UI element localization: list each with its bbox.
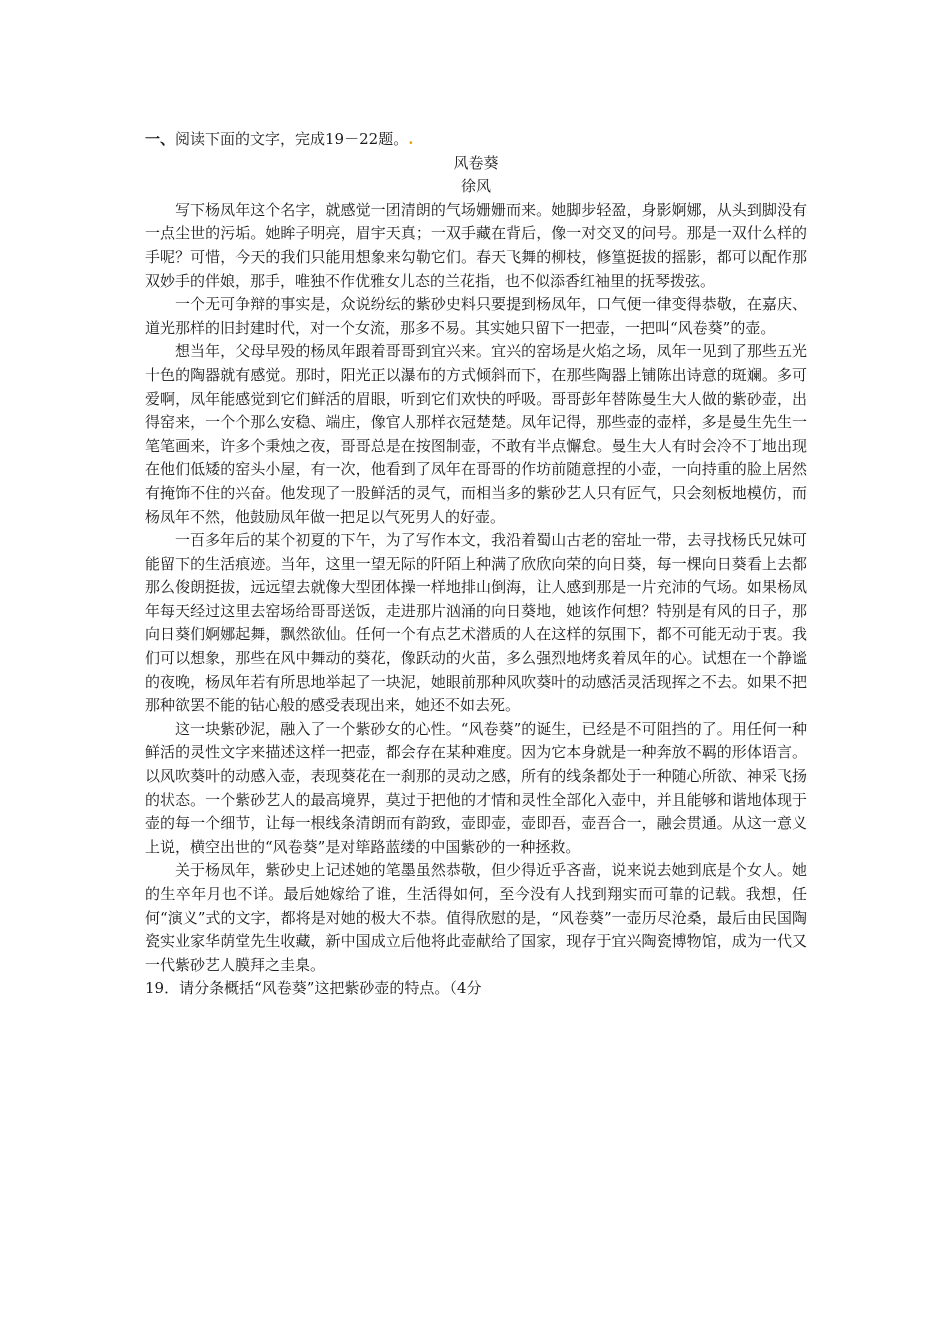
section-number: 一、 [145, 130, 176, 148]
orange-dot-mark: . [408, 130, 414, 148]
article-author: 徐风 [460, 177, 491, 196]
paragraph: 一百多年后的某个初夏的下午，为了写作本文，我沿着蜀山古老的窑址一带，去寻找杨氏兄妹可能留下的生活痕迹。当年，这里一望无际的阡陌上种满了欣欣向荣的向日葵，每一棵向日葵看上去都那么俊朗挺拔，远远望去就像大型团体操一样地排山倒海，让人感到那是一片充沛的气场。如果杨凤年每天经过这里去窑场给哥哥送饭，走进那片汹涌的向日葵地，她该作何想？特别是有风的日子，那向日葵们婀娜起舞，飘然欲仙。任何一个有点艺术潜质的人在这样的氛围下，都不可能无动于衷。我们可以想象，那些在风中舞动的葵花，像跃动的火苗，多么强烈地烤炙着凤年的心。试想在一个静谧的夜晚，杨凤年若有所思地举起了一块泥，她眼前那种风吹葵叶的动感活灵活现挥之不去。如果不把那种欲罢不能的钻心般的感受表现出来，她还不如去死。 [145, 531, 807, 715]
section-heading [145, 128, 807, 152]
paragraph: 关于杨凤年，紫砂史上记述她的笔墨虽然恭敬，但少得近乎吝啬，说来说去她到底是个女人。她的生卒年月也不详。最后她嫁给了谁，生活得如何，至今没有人找到翔实而可靠的记载。我想，任何“演义”式的文字，都将是对她的极大不恭。值得欣慰的是，“风卷葵”一壶历尽沧桑，最后由民国陶瓷实业家华荫堂先生收藏，新中国成立后他将此壶献给了国家，现存于宜兴陶瓷博物馆，成为一代又一代紫砂艺人膜拜之圭臬。 [145, 861, 807, 974]
article-title: 风卷葵 [453, 153, 499, 172]
paragraph: 想当年，父母早殁的杨凤年跟着哥哥到宜兴来。宜兴的窑场是火焰之场，凤年一见到了那些五光十色的陶器就有感觉。那时，阳光正以瀑布的方式倾斜而下，在那些陶器上铺陈出诗意的斑斓。多可爱啊，凤年能感觉到它们鲜活的眉眼，听到它们欢快的呼吸。哥哥彭年替陈曼生大人做的紫砂壶，出得窑来，一个个那么安稳、端庄，像官人那样衣冠楚楚。凤年记得，那些壶的壶样，多是曼生先生一笔笔画来，许多个秉烛之夜，哥哥总是在按图制壶，不敢有半点懈怠。曼生大人有时会冷不丁地出现在他们低矮的窑头小屋，有一次，他看到了凤年在哥哥的作坊前随意捏的小壶，一向持重的脸上居然有掩饰不住的兴奋。他发现了一股鲜活的灵气，而相当多的紫砂艺人只有匠气，只会刻板地模仿，而杨凤年不然，他鼓励凤年做一把足以气死男人的好壶。 [145, 342, 807, 526]
paragraph: 一个无可争辩的事实是，众说纷纭的紫砂史料只要提到杨凤年，口气便一律变得恭敬，在嘉庆、道光那样的旧封建时代，对一个女流，那多不易。其实她只留下一把壶，一把叫“风卷葵”的壶。 [145, 295, 807, 337]
reading-passage [145, 128, 807, 1001]
paragraph: 写下杨凤年这个名字，就感觉一团清朗的气场姗姗而来。她脚步轻盈，身影婀娜，从头到脚没有一点尘世的污垢。她眸子明亮，眉宇天真；一双手藏在背后，像一对交叉的问号。那是一双什么样的手呢？可惜，今天的我们只能用想象来勾勒它们。春天飞舞的柳枝，修篁挺拔的摇影，都可以配作那双妙手的伴娘，那手，唯独不作优雅女儿态的兰花指，也不似添香红袖里的抚琴拨弦。 [145, 200, 807, 290]
paragraph: 这一块紫砂泥，融入了一个紫砂女的心性。“风卷葵”的诞生，已经是不可阻挡的了。用任何一种鲜活的灵性文字来描述这样一把壶，都会存在某种难度。因为它本身就是一种奔放不羁的形体语言。以风吹葵叶的动感入壶，表现葵花在一刹那的灵动之感，所有的线条都处于一种随心所欲、神采飞扬的状态。一个紫砂艺人的最高境界，莫过于把他的才情和灵性全部化入壶中，并且能够和谐地体现于壶的每一个细节，让每一根线条清朗而有韵致，壶即壶，壶即吾，壶吾合一，融会贯通。从这一意义上说，横空出世的“风卷葵”是对筚路蓝缕的中国紫砂的一种拯救。 [145, 719, 807, 856]
question-19: 19．请分条概括“风卷葵”这把紫砂壶的特点。（4分 [145, 979, 482, 998]
section-instruction: 阅读下面的文字，完成19－22题。 [175, 130, 409, 148]
